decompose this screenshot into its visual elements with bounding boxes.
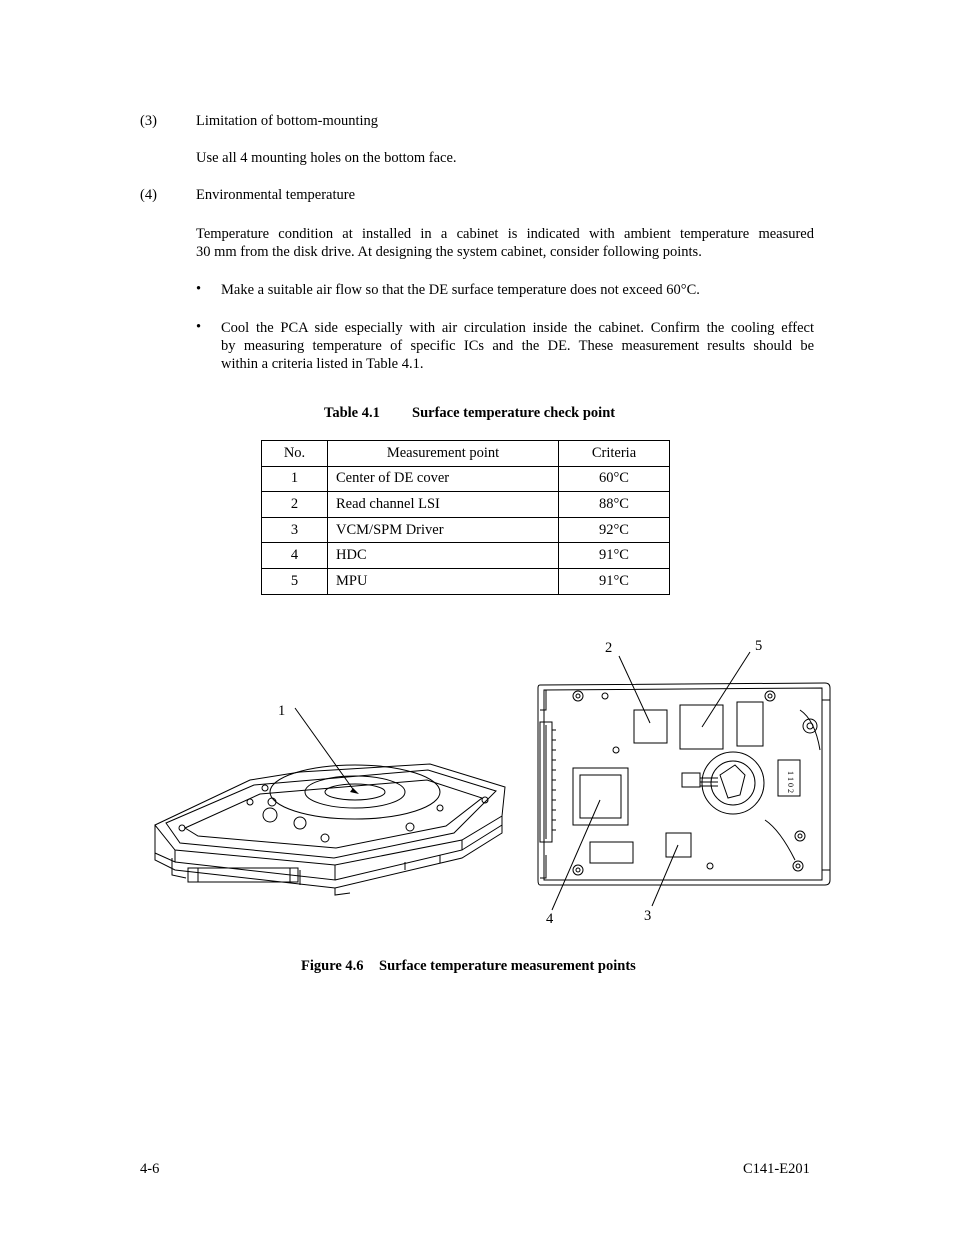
section-4-number: (4) — [140, 187, 157, 203]
callout-3-label: 3 — [644, 908, 652, 924]
chip-mpu — [680, 705, 723, 749]
table-caption-title: Surface temperature check point — [412, 405, 616, 421]
cell-no: 3 — [262, 517, 328, 543]
page-number: 4-6 — [140, 1161, 160, 1177]
cell-measurement-point: VCM/SPM Driver — [328, 517, 559, 543]
cell-measurement-point: Read channel LSI — [328, 492, 559, 518]
figure-caption-id: Figure 4.6 — [301, 958, 364, 974]
table-row — [262, 543, 670, 569]
header-criteria: Criteria — [559, 441, 670, 467]
bullet-cooling-line-3: within a criteria listed in Table 4.1. — [221, 356, 424, 372]
table-row — [262, 517, 670, 543]
chip-vcm-spm-driver — [666, 833, 691, 857]
cell-criteria: 92°C — [559, 517, 670, 543]
bullet-cooling-line-2: by measuring temperature of specific ICs and the DE. These measurement results should be — [221, 338, 814, 354]
section-3-body: Use all 4 mounting holes on the bottom face. — [196, 150, 457, 166]
section-4-body-line-1: Temperature condition at installed in a cabinet is indicated with ambient temperature measured — [196, 226, 814, 242]
drive-pca-bottom-illustration — [530, 630, 840, 930]
bullet-cooling-line-1: Cool the PCA side especially with air circulation inside the cabinet. Confirm the cooling effect — [221, 320, 814, 336]
callout-1-label: 1 — [278, 703, 286, 719]
chip-read-channel-lsi — [634, 710, 667, 743]
table-row — [262, 466, 670, 492]
chip-hdc — [573, 768, 628, 825]
bullet-marker: • — [196, 319, 202, 335]
document-code: C141-E201 — [743, 1161, 810, 1177]
table-row — [262, 568, 670, 594]
callout-4-leader — [552, 800, 600, 910]
callout-4-label: 4 — [546, 911, 554, 927]
cell-criteria: 91°C — [559, 543, 670, 569]
table-row — [262, 492, 670, 518]
pcb-marking: 1 1 0 2 — [786, 771, 795, 793]
callout-5-leader — [702, 652, 750, 727]
callout-2-label: 2 — [605, 640, 613, 656]
header-measurement-point: Measurement point — [328, 441, 559, 467]
temperature-table — [261, 440, 670, 595]
cell-no: 5 — [262, 568, 328, 594]
table-caption-id: Table 4.1 — [324, 405, 380, 421]
section-4-heading: Environmental temperature — [196, 187, 356, 203]
callout-3-leader — [652, 845, 678, 906]
figure-caption-title: Surface temperature measurement points — [379, 958, 636, 974]
section-3-heading: Limitation of bottom-mounting — [196, 113, 379, 129]
callout-5-label: 5 — [755, 638, 763, 654]
cell-measurement-point: HDC — [328, 543, 559, 569]
table-header-row — [262, 441, 670, 467]
cell-no: 1 — [262, 466, 328, 492]
cell-no: 2 — [262, 492, 328, 518]
cell-measurement-point: Center of DE cover — [328, 466, 559, 492]
cell-criteria: 60°C — [559, 466, 670, 492]
bullet-airflow: Make a suitable air flow so that the DE surface temperature does not exceed 60°C. — [221, 282, 700, 298]
section-4-body-line-2: 30 mm from the disk drive. At designing the system cabinet, consider following points. — [196, 244, 702, 260]
bullet-marker: • — [196, 281, 202, 297]
cell-measurement-point: MPU — [328, 568, 559, 594]
de-cover — [155, 764, 505, 865]
drive-isometric-illustration — [140, 690, 520, 910]
cell-criteria: 91°C — [559, 568, 670, 594]
cell-no: 4 — [262, 543, 328, 569]
header-no: No. — [262, 441, 328, 467]
cell-criteria: 88°C — [559, 492, 670, 518]
section-3-number: (3) — [140, 113, 157, 129]
